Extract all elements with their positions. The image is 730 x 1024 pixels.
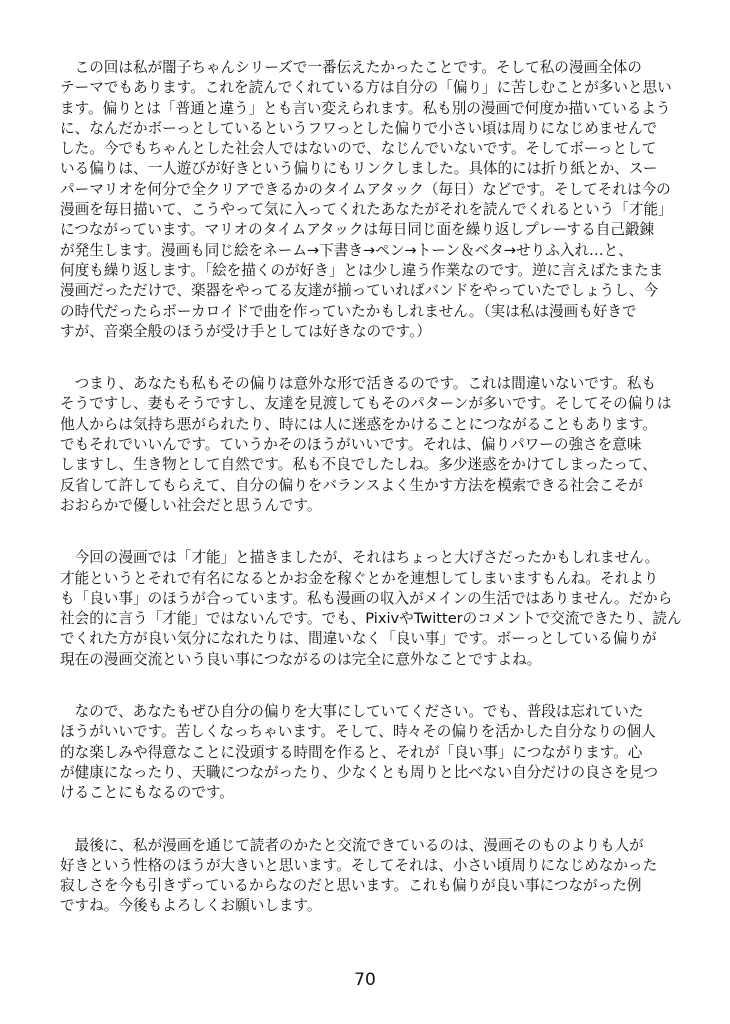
text-line: に、なんだかボーっとしているというフワっとした偏りで小さい頃は周りになじめませんで (60, 119, 658, 137)
text-line: 好きという性格のほうが大きいと思います。そしてそれは、小さい頃周りになじめなかった (60, 856, 658, 874)
text-line: でくれた方が良い気分になれたりは、間違いなく「良い事」です。ボーっとしている偏りが (60, 630, 657, 648)
text-line: の時代だったらボーカロイドで曲を作っていたかもしれません。（実は私は漫画も好きで (60, 302, 637, 320)
paragraph (60, 374, 712, 516)
text-line: 何度も繰り返します。「絵を描くのが好き」とは少し違う作業なのです。逆に言えばたまたま (60, 261, 664, 279)
text-line: でもそれでいいんです。ていうかそのほうがいいです。それは、偏りパワーの強さを意味 (60, 436, 642, 454)
text-line: 才能というとそれで有名になるとかお金を稼ぐとかを連想してしまいますもんね。それより (60, 569, 659, 587)
text-line: が健康になったり、天職につながったり、少なくとも周りと比べない自分だけの良さを見つ (60, 763, 659, 781)
text-line: しますし、生き物として自然です。私も不良でしたしね。多少迷惑をかけてしまったって、 (60, 456, 657, 474)
text-line: おおらかで優しい社会だと思うんです。 (60, 496, 322, 514)
text-line: ですね。今後もよろしくお願いします。 (60, 897, 322, 915)
page-number: 70 (354, 970, 376, 990)
text-line: そうですし、妻もそうですし、友達を見渡してもそのパターンが多いです。そしてその偏りは (60, 395, 672, 413)
text-line: 今回の漫画では「才能」と描きましたが、それはちょっと大げさだったかもしれません。 (60, 549, 660, 567)
text-line: テーマでもあります。これを読んでくれている方は自分の「偏り」に苦しむことが多いと思い (60, 79, 672, 97)
text-line: 漫画を毎日描いて、こうやって気に入ってくれたあなたがそれを読んでくれるという「才能」 (60, 201, 673, 219)
text-line: ほうがいいです。苦しくなっちゃいます。そして、時々その偏りを活かした自分なりの個人 (60, 723, 656, 741)
text-line: が発生します。漫画も同じ絵をネーム→下書き→ペン→トーン＆ベタ→せりふ入れ…と、 (60, 241, 633, 259)
text-line: なので、あなたもぜひ自分の偏りを大事にしていてください。でも、普段は忘れていた (60, 703, 644, 721)
text-line: ます。偏りとは「普通と違う」とも言い変えられます。私も別の漫画で何度か描いているよう (60, 99, 671, 117)
text-line: も「良い事」のほうが合っています。私も漫画の収入がメインの生活ではありません。だから (60, 589, 673, 607)
paragraph (60, 548, 712, 670)
text-line: 最後に、私が漫画を通じて読者のかたと交流できているのは、漫画そのものよりも人が (60, 836, 644, 854)
paragraph (60, 702, 712, 803)
text-line: 現在の漫画交流という良い事につながるのは完全に意外なことですよね。 (60, 650, 542, 668)
document-body (60, 58, 712, 949)
text-line: 的な楽しみや得意なことに没頭する時間を作ると、それが「良い事」につながります。心 (60, 743, 643, 761)
text-line: した。今でもちゃんとした社会人ではないので、なじんでいないです。そしてボーっとして (60, 140, 657, 158)
paragraph (60, 58, 712, 342)
text-line: 他人からは気持ち悪がられたり、時には人に迷惑をかけることにつながることもあります。 (60, 415, 657, 433)
paragraph (60, 836, 712, 917)
text-line: いる偏りは、一人遊びが好きという偏りにもリンクしました。具体的には折り紙とか、スー (60, 160, 658, 178)
text-line: 反省して許してもらえて、自分の偏りをバランスよく生かす方法を模索できる社会こそが (60, 476, 644, 494)
text-line: 寂しさを今も引きずっているからなのだと思います。これも偏りが良い事につながった例 (60, 877, 642, 895)
text-line: につながっています。マリオのタイムアタックは毎日同じ面を繰り返しプレーする自己鍛錬 (60, 221, 655, 239)
text-line: パーマリオを何分で全クリアできるかのタイムアタック（毎日）などです。そしてそれは今の (60, 180, 671, 198)
text-line: けることにもなるのです。 (60, 784, 234, 802)
text-line: 漫画だっただけで、楽器をやってる友達が揃っていればバンドをやっていたでしょうし、今 (60, 282, 659, 300)
text-line: すが、音楽全般のほうが受け手としては好きなのです。） (60, 322, 431, 340)
text-line: この回は私が闇子ちゃんシリーズで一番伝えたかったことです。そして私の漫画全体の (60, 59, 642, 76)
text-line: つまり、あなたも私もその偏りは意外な形で活きるのです。これは間違いないです。私も (60, 375, 657, 393)
text-line: 社会的に言う「才能」ではないんです。でも、PixivやTwitterのコメントで交流できたり、読ん (60, 610, 682, 628)
